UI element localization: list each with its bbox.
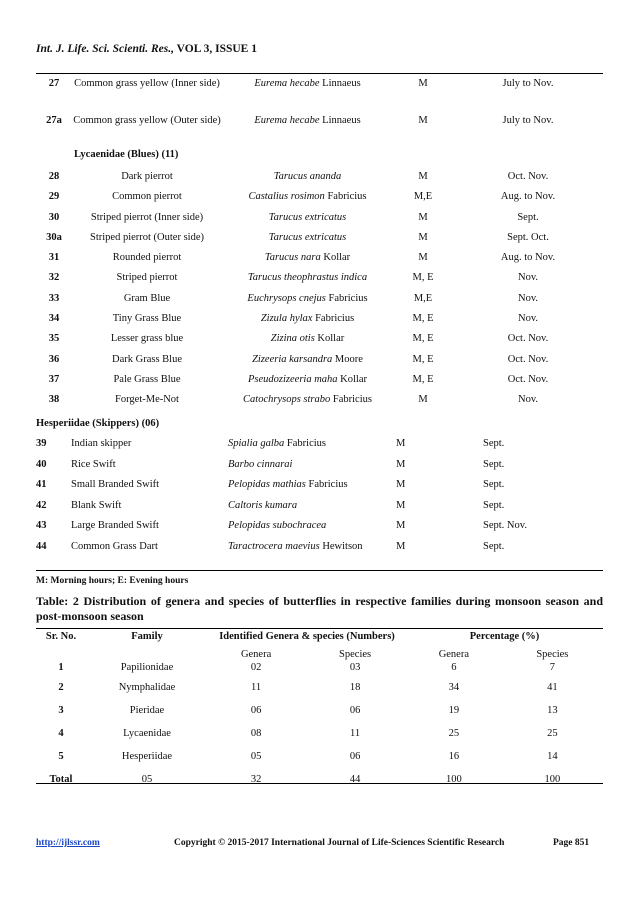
species-binomial: Caltoris kumara: [228, 499, 298, 511]
species-binomial: Tarucus ananda: [273, 171, 342, 182]
family-name: Nymphalidae: [118, 682, 176, 693]
genera-count: 11: [251, 682, 262, 693]
sr-no: 1: [58, 662, 64, 673]
table-row: [36, 211, 603, 231]
species-percent: 7: [549, 662, 555, 673]
common-name: Striped pierrot (Inner side): [90, 211, 204, 223]
months: Nov.: [517, 394, 539, 406]
species-name: [222, 231, 393, 251]
time-of-day: M: [418, 115, 428, 126]
table-row: [36, 271, 603, 291]
common-name: Common grass yellow (Inner side): [74, 78, 220, 89]
family-name: Hesperiidae: [121, 751, 173, 762]
serial-number: 43: [36, 520, 47, 531]
table-row: [36, 704, 603, 727]
table-row: [36, 540, 603, 561]
species-count: 06: [349, 705, 361, 716]
species-author: Fabricius: [286, 438, 326, 449]
species-name: [228, 540, 396, 561]
time-of-day: M: [396, 540, 406, 552]
common-name: Large Branded Swift: [71, 520, 159, 531]
months: Sept. Nov.: [483, 520, 527, 531]
species-author: Kollar: [317, 333, 345, 345]
species-name: [222, 77, 393, 114]
table-row: [36, 77, 603, 114]
th-family: Family: [131, 631, 163, 642]
time-of-day: M: [418, 252, 428, 264]
months: Nov.: [517, 313, 539, 325]
time-of-day: M: [418, 171, 428, 182]
serial-number: 34: [48, 313, 60, 325]
th-pct-species: Species: [536, 649, 569, 660]
time-of-day: M: [418, 394, 428, 406]
butterfly-table-continued: [36, 77, 603, 414]
genera-percent: 16: [448, 751, 460, 762]
species-name: [228, 519, 396, 540]
species-name: [222, 312, 393, 332]
time-of-day: M: [396, 438, 406, 449]
common-name: Rounded pierrot: [112, 252, 182, 264]
table-row: [36, 190, 603, 210]
table-row: [36, 773, 603, 796]
serial-number: 42: [36, 499, 47, 511]
time-of-day: M: [418, 78, 428, 89]
table-row: [36, 292, 603, 312]
th-pct-genera: Genera: [438, 649, 469, 660]
months: Nov.: [517, 272, 539, 284]
species-binomial: Spialia galba: [228, 438, 285, 449]
table-row: [36, 519, 603, 540]
species-binomial: Pelopidas subochracea: [228, 520, 327, 531]
table-row: [36, 332, 603, 352]
table-row: [36, 114, 603, 148]
time-of-day: M, E: [412, 333, 434, 345]
species-binomial: Zizeeria karsandra: [252, 353, 333, 365]
common-name: Forget-Me-Not: [115, 394, 179, 406]
species-binomial: Pseudozizeeria maha: [248, 373, 338, 385]
serial-number: 30: [48, 211, 60, 223]
th-identified: Identified Genera & species (Numbers): [219, 631, 395, 642]
table-row: [36, 478, 603, 499]
journal-name: Int. J. Life. Sci. Scienti. Res.,: [36, 43, 174, 55]
months: Nov.: [517, 292, 539, 304]
species-binomial: Pelopidas mathias: [228, 479, 306, 490]
species-percent: 100: [544, 774, 561, 785]
serial-number: 28: [48, 171, 60, 182]
species-binomial: Tarucus nara: [264, 252, 321, 264]
header-rule: [36, 73, 603, 74]
serial-number: 33: [48, 292, 60, 304]
journal-volume: VOL 3, ISSUE 1: [176, 43, 257, 55]
common-name: Lesser grass blue: [110, 333, 184, 345]
sr-no: 5: [58, 751, 64, 762]
species-author: Linnaeus: [322, 115, 361, 126]
species-author: Moore: [334, 353, 363, 365]
species-binomial: Castalius rosimon: [248, 191, 325, 203]
species-name: [222, 170, 393, 190]
serial-number: 27: [48, 78, 60, 89]
months: Oct. Nov.: [507, 171, 549, 182]
common-name: Striped pierrot: [116, 272, 178, 284]
months: July to Nov.: [502, 115, 554, 126]
species-name: [222, 353, 393, 373]
footer-page-number: Page 851: [553, 838, 590, 848]
species-name: [222, 114, 393, 148]
species-name: [222, 332, 393, 352]
table-row: [36, 681, 603, 704]
running-header: [36, 43, 257, 55]
table-row: [36, 499, 603, 520]
species-name: [228, 458, 396, 479]
table-row: [36, 727, 603, 750]
serial-number: 27a: [46, 115, 62, 126]
sr-no: 3: [58, 705, 64, 716]
footer-copyright: Copyright © 2015-2017 International Journal of Life-Sciences Scientific Research: [174, 838, 505, 848]
distribution-table: [36, 630, 603, 796]
serial-number: 30a: [46, 231, 62, 243]
species-name: [222, 251, 393, 271]
months: Sept.: [483, 438, 505, 449]
table-row: [36, 750, 603, 773]
species-name: [222, 373, 393, 393]
time-of-day: M: [418, 211, 428, 223]
species-percent: 41: [547, 682, 558, 693]
serial-number: 39: [36, 438, 47, 449]
species-count: 03: [349, 662, 361, 673]
species-name: [222, 393, 393, 413]
time-of-day: M, E: [412, 272, 434, 284]
table-footnote: M: Morning hours; E: Evening hours: [36, 576, 189, 586]
months: Aug. to Nov.: [500, 191, 556, 203]
sr-no: 4: [58, 728, 64, 739]
table-row: [36, 353, 603, 373]
sr-no: 2: [58, 682, 64, 693]
table-row: [36, 231, 603, 251]
time-of-day: M: [396, 458, 406, 470]
family-name: Lycaenidae: [123, 728, 171, 739]
months: Sept.: [483, 458, 505, 470]
serial-number: 35: [48, 333, 60, 345]
serial-number: 40: [36, 458, 47, 470]
time-of-day: M, E: [412, 373, 434, 385]
common-name: Common Grass Dart: [71, 540, 158, 552]
species-binomial: Catochrysops strabo: [243, 394, 331, 406]
species-author: Fabricius: [315, 313, 355, 325]
footer-url[interactable]: [36, 838, 100, 848]
species-binomial: Euchrysops cnejus: [247, 292, 326, 304]
months: July to Nov.: [502, 78, 554, 89]
common-name: Striped pierrot (Outer side): [89, 231, 204, 243]
table-row: [36, 373, 603, 393]
common-name: Common pierrot: [112, 191, 182, 203]
family-name: Pieridae: [129, 705, 165, 716]
table2-caption: Table: 2 Distribution of genera and species of butterflies in respective families during monsoon season and post-monsoon season: [36, 594, 603, 623]
species-name: [222, 271, 393, 291]
months: Sept. Oct.: [507, 231, 549, 243]
months: Sept.: [483, 499, 505, 511]
species-binomial: Taractrocera maevius: [228, 540, 320, 552]
species-author: Kollar: [340, 373, 367, 385]
genera-count: 06: [250, 705, 262, 716]
common-name: Blank Swift: [71, 499, 122, 511]
time-of-day: M,E: [413, 292, 433, 304]
hesperiidae-table: [36, 437, 603, 560]
serial-number: 36: [48, 353, 60, 365]
species-author: Fabricius: [328, 292, 368, 304]
species-author: Fabricius: [332, 394, 372, 406]
time-of-day: M,E: [413, 191, 433, 203]
serial-number: 31: [48, 252, 60, 264]
months: Sept.: [483, 479, 505, 490]
species-binomial: Eurema hecabe: [254, 78, 320, 89]
genera-count: 05: [250, 751, 262, 762]
table-row: [36, 251, 603, 271]
genera-count: 08: [250, 728, 262, 739]
time-of-day: M: [418, 231, 428, 243]
genera-percent: 100: [445, 774, 462, 785]
species-name: [222, 190, 393, 210]
table-row: [36, 312, 603, 332]
species-binomial: Zizula hylax: [260, 313, 313, 325]
species-author: Hewitson: [322, 540, 363, 552]
common-name: Pale Grass Blue: [113, 373, 181, 385]
common-name: Tiny Grass Blue: [112, 313, 182, 325]
months: Sept.: [517, 211, 539, 223]
species-author: Linnaeus: [322, 78, 361, 89]
months: Oct. Nov.: [507, 353, 549, 365]
table-row: [36, 458, 603, 479]
time-of-day: M: [396, 479, 406, 490]
species-name: [228, 437, 396, 458]
table1-bottom-rule: [36, 570, 603, 571]
species-count: 06: [349, 751, 361, 762]
serial-number: 41: [36, 479, 47, 490]
species-binomial: Tarucus extricatus: [268, 211, 347, 223]
genera-count: 02: [250, 662, 262, 673]
table2-bottom-rule: [36, 783, 603, 784]
genera-percent: 25: [448, 728, 460, 739]
species-percent: 14: [547, 751, 558, 762]
common-name: Indian skipper: [71, 438, 132, 449]
species-binomial: Tarucus extricatus: [268, 231, 347, 243]
common-name: Rice Swift: [71, 458, 116, 470]
time-of-day: M, E: [412, 313, 434, 325]
species-name: [222, 292, 393, 312]
species-author: Kollar: [323, 252, 351, 264]
serial-number: 29: [48, 191, 60, 203]
table-row: [36, 170, 603, 190]
family-name: 05: [141, 774, 153, 785]
species-count: 11: [350, 728, 361, 739]
species-name: [222, 211, 393, 231]
table2-top-rule: [36, 628, 603, 629]
common-name: Small Branded Swift: [71, 479, 160, 490]
sr-no: Total: [49, 774, 73, 785]
time-of-day: M: [396, 520, 406, 531]
months: Oct. Nov.: [507, 333, 549, 345]
species-binomial: Zizina otis: [270, 333, 315, 345]
family-name: Papilionidae: [120, 662, 174, 673]
species-name: [228, 499, 396, 520]
genera-percent: 19: [448, 705, 460, 716]
time-of-day: M, E: [412, 353, 434, 365]
species-binomial: Eurema hecabe: [254, 115, 320, 126]
table-row: [36, 393, 603, 413]
genera-percent: 34: [448, 682, 460, 693]
months: Oct. Nov.: [507, 373, 549, 385]
serial-number: 37: [48, 373, 60, 385]
species-author: Fabricius: [308, 479, 348, 490]
table-row: [36, 437, 603, 458]
serial-number: 44: [36, 540, 47, 552]
time-of-day: M: [396, 499, 406, 511]
th-species: Species: [339, 649, 372, 660]
common-name: Common grass yellow (Outer side): [73, 115, 221, 126]
months: Aug. to Nov.: [500, 252, 556, 264]
species-author: Fabricius: [327, 191, 367, 203]
species-percent: 13: [547, 705, 558, 716]
species-percent: 25: [547, 728, 558, 739]
common-name: Dark pierrot: [121, 171, 173, 182]
species-name: [228, 478, 396, 499]
common-name: Gram Blue: [123, 292, 171, 304]
species-count: 18: [349, 682, 361, 693]
species-count: 44: [349, 774, 361, 785]
genera-percent: 6: [451, 662, 457, 673]
table-row: [36, 661, 603, 681]
months: Sept.: [483, 540, 505, 552]
journal-link[interactable]: http://ijlssr.com: [36, 838, 100, 848]
th-sr-no: Sr. No.: [45, 631, 77, 642]
serial-number: 38: [48, 394, 60, 406]
family-heading-hesperiidae: Hesperiidae (Skippers) (06): [36, 418, 160, 429]
common-name: Dark Grass Blue: [112, 353, 182, 365]
th-genera: Genera: [240, 649, 272, 660]
family-heading-lycaenidae: Lycaenidae (Blues) (11): [74, 149, 179, 160]
th-percentage: Percentage (%): [469, 631, 540, 642]
serial-number: 32: [48, 272, 60, 284]
genera-count: 32: [250, 774, 262, 785]
species-binomial: Tarucus theophrastus indica: [247, 272, 368, 284]
species-binomial: Barbo cinnarai: [228, 458, 293, 470]
